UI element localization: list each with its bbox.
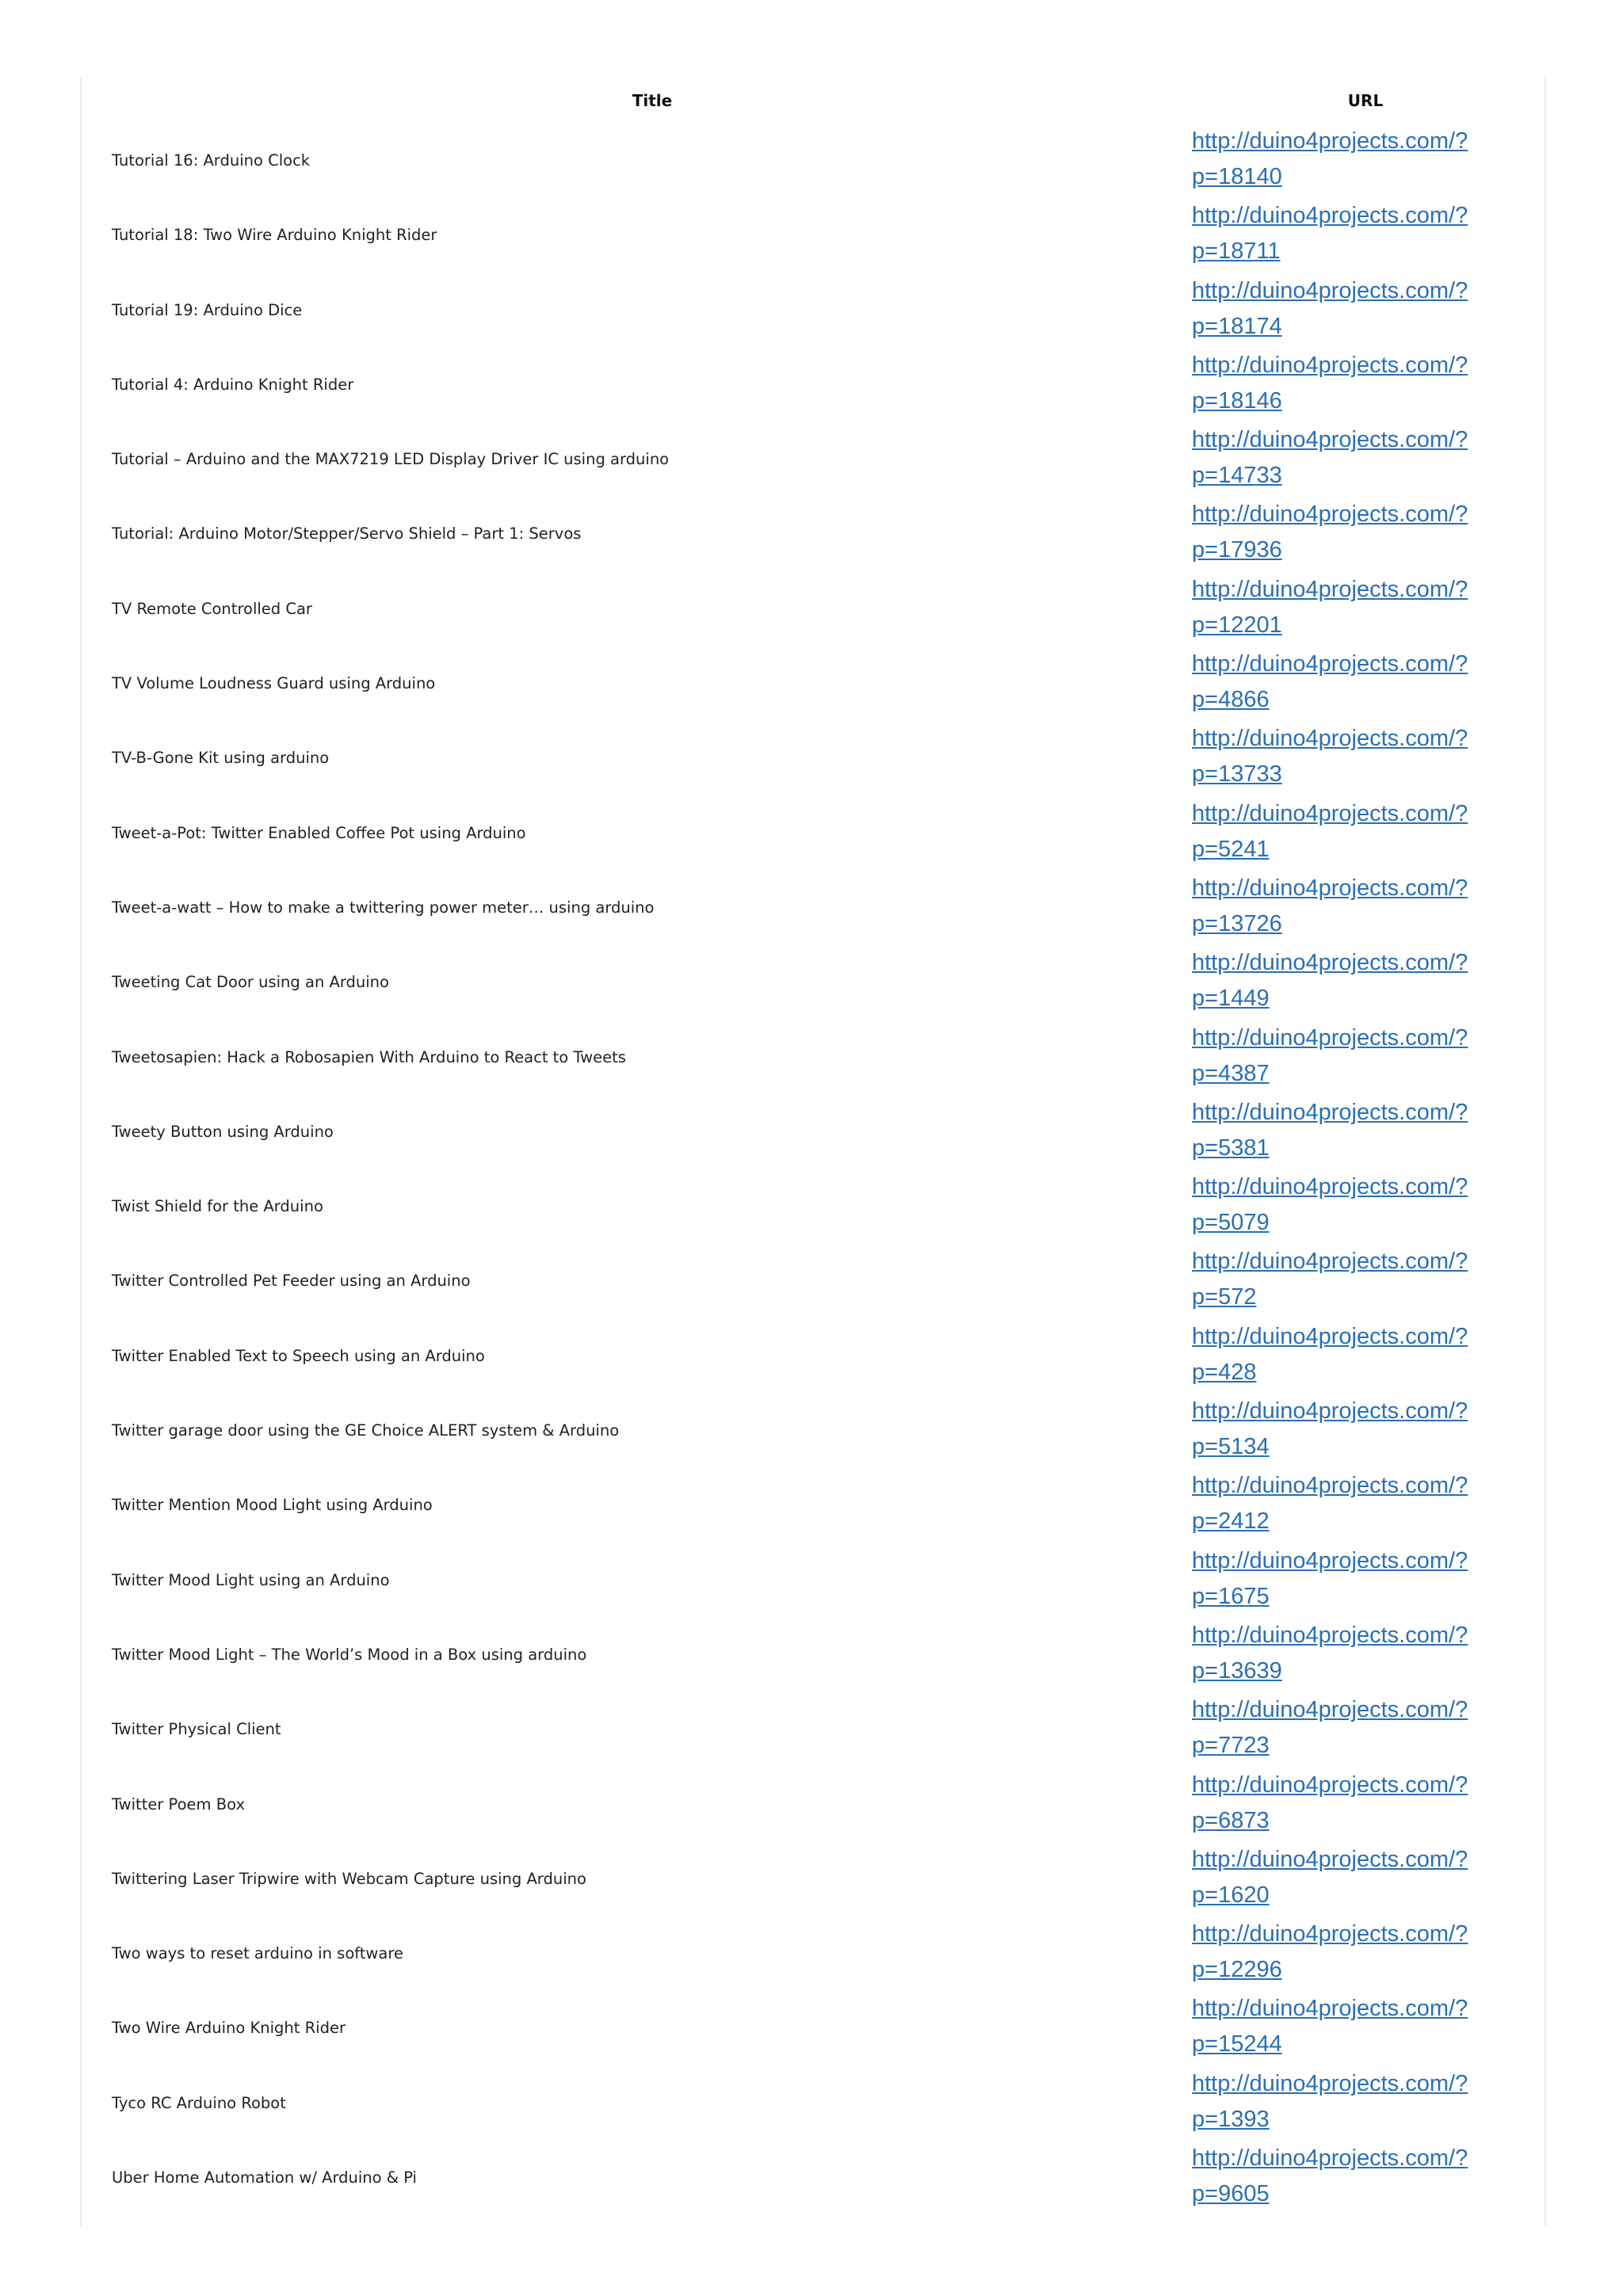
- project-url-link[interactable]: [1192, 1692, 1509, 1767]
- url-line-1: http://duino4projects.com/?: [1192, 1323, 1468, 1349]
- project-title: Tweet-a-Pot: Twitter Enabled Coffee Pot using Arduino: [112, 823, 526, 842]
- project-title: Tweet-a-watt – How to make a twittering power meter… using arduino: [112, 898, 655, 917]
- url-line-2: p=13726: [1192, 910, 1282, 936]
- project-title: Twitter Mood Light using an Arduino: [112, 1570, 390, 1589]
- url-line-2: p=1449: [1192, 986, 1270, 1012]
- column-header-title: Title: [632, 91, 673, 110]
- url-line-2: p=1393: [1192, 2106, 1270, 2132]
- url-line-2: p=4866: [1192, 687, 1270, 713]
- table-row: [82, 2141, 1545, 2215]
- url-line-2: p=6873: [1192, 1807, 1270, 1833]
- project-url-link[interactable]: [1192, 1319, 1509, 1394]
- project-url-link[interactable]: [1192, 572, 1509, 646]
- table-row: [82, 796, 1545, 871]
- url-line-1: http://duino4projects.com/?: [1192, 1398, 1468, 1425]
- table-row: [82, 1543, 1545, 1618]
- url-line-2: p=9605: [1192, 2181, 1270, 2207]
- project-title: Two ways to reset arduino in software: [112, 1944, 403, 1963]
- url-line-1: http://duino4projects.com/?: [1192, 128, 1468, 154]
- url-line-1: http://duino4projects.com/?: [1192, 2145, 1468, 2172]
- url-line-1: http://duino4projects.com/?: [1192, 1996, 1468, 2022]
- projects-table: [82, 78, 1545, 2215]
- project-url-link[interactable]: [1192, 871, 1509, 945]
- table-row: [82, 1394, 1545, 1468]
- table-row: [82, 124, 1545, 198]
- project-url-link[interactable]: [1192, 796, 1509, 871]
- table-row: [82, 1020, 1545, 1095]
- project-url-link[interactable]: [1192, 124, 1509, 198]
- url-line-1: http://duino4projects.com/?: [1192, 576, 1468, 602]
- url-line-2: p=1675: [1192, 1583, 1270, 1609]
- project-url-link[interactable]: [1192, 2141, 1509, 2215]
- table-row: [82, 2066, 1545, 2141]
- url-line-2: p=2412: [1192, 1508, 1270, 1535]
- url-line-1: http://duino4projects.com/?: [1192, 875, 1468, 901]
- project-url-link[interactable]: [1192, 1618, 1509, 1692]
- project-title: Tweety Button using Arduino: [112, 1122, 334, 1141]
- url-line-2: p=14733: [1192, 463, 1282, 489]
- url-line-2: p=1620: [1192, 1882, 1270, 1908]
- url-line-1: http://duino4projects.com/?: [1192, 1249, 1468, 1275]
- project-title: Tutorial 4: Arduino Knight Rider: [112, 375, 354, 394]
- table-row: [82, 1917, 1545, 1991]
- project-url-link[interactable]: [1192, 1169, 1509, 1244]
- column-header-url: URL: [1347, 91, 1384, 110]
- project-title: Uber Home Automation w/ Arduino & Pi: [112, 2168, 417, 2187]
- project-url-link[interactable]: [1192, 1543, 1509, 1618]
- project-url-link[interactable]: [1192, 348, 1509, 422]
- table-row: [82, 1468, 1545, 1543]
- project-title: Tutorial 19: Arduino Dice: [112, 300, 303, 319]
- url-line-1: http://duino4projects.com/?: [1192, 2070, 1468, 2096]
- project-title: Twitter Enabled Text to Speech using an Arduino: [112, 1346, 485, 1365]
- url-line-1: http://duino4projects.com/?: [1192, 203, 1468, 229]
- project-title: Twittering Laser Tripwire with Webcam Capture using Arduino: [112, 1869, 586, 1888]
- url-line-2: p=18146: [1192, 387, 1282, 414]
- url-line-1: http://duino4projects.com/?: [1192, 502, 1468, 528]
- url-line-2: p=7723: [1192, 1733, 1270, 1759]
- url-line-1: http://duino4projects.com/?: [1192, 1921, 1468, 1947]
- project-url-link[interactable]: [1192, 1768, 1509, 1842]
- url-line-2: p=13639: [1192, 1657, 1282, 1684]
- url-line-1: http://duino4projects.com/?: [1192, 1547, 1468, 1573]
- url-line-2: p=18140: [1192, 164, 1282, 189]
- project-title: TV Remote Controlled Car: [112, 599, 312, 618]
- project-url-link[interactable]: [1192, 646, 1509, 721]
- url-line-2: p=13733: [1192, 761, 1282, 788]
- url-line-1: http://duino4projects.com/?: [1192, 352, 1468, 378]
- project-url-link[interactable]: [1192, 1244, 1509, 1318]
- project-title: Tweeting Cat Door using an Arduino: [112, 973, 389, 992]
- table-row: [82, 1319, 1545, 1394]
- table-row: [82, 1618, 1545, 1692]
- project-title: Twitter Mood Light – The World’s Mood in a Box using arduino: [112, 1645, 587, 1664]
- url-line-2: p=18174: [1192, 313, 1282, 339]
- table-row: [82, 945, 1545, 1020]
- url-line-1: http://duino4projects.com/?: [1192, 1174, 1468, 1200]
- project-url-link[interactable]: [1192, 273, 1509, 348]
- table-row: [82, 497, 1545, 571]
- project-url-link[interactable]: [1192, 945, 1509, 1020]
- url-line-2: p=572: [1192, 1284, 1257, 1310]
- url-line-1: http://duino4projects.com/?: [1192, 277, 1468, 303]
- table-row: [82, 1991, 1545, 2065]
- table-row: [82, 1169, 1545, 1244]
- url-line-2: p=428: [1192, 1359, 1257, 1385]
- url-line-1: http://duino4projects.com/?: [1192, 800, 1468, 826]
- url-line-1: http://duino4projects.com/?: [1192, 1772, 1468, 1798]
- table-row: [82, 1244, 1545, 1318]
- project-title: Twitter Mention Mood Light using Arduino: [112, 1496, 433, 1515]
- project-title: Tyco RC Arduino Robot: [112, 2093, 286, 2112]
- project-url-link[interactable]: [1192, 1468, 1509, 1543]
- table-row: [82, 646, 1545, 721]
- project-url-link[interactable]: [1192, 422, 1509, 497]
- url-line-1: http://duino4projects.com/?: [1192, 1622, 1468, 1648]
- project-title: Twitter Poem Box: [112, 1794, 245, 1814]
- url-line-2: p=5381: [1192, 1135, 1270, 1161]
- project-title: Tutorial – Arduino and the MAX7219 LED Display Driver IC using arduino: [112, 450, 670, 469]
- url-line-1: http://duino4projects.com/?: [1192, 1697, 1468, 1723]
- project-title: Two Wire Arduino Knight Rider: [112, 2019, 346, 2038]
- table-row: [82, 348, 1545, 422]
- project-url-link[interactable]: [1192, 1020, 1509, 1095]
- table-row: [82, 422, 1545, 497]
- table-row: [82, 721, 1545, 795]
- table-row: [82, 572, 1545, 646]
- url-line-1: http://duino4projects.com/?: [1192, 726, 1468, 752]
- table-row: [82, 198, 1545, 273]
- url-line-1: http://duino4projects.com/?: [1192, 950, 1468, 976]
- table-header: [82, 78, 1545, 124]
- table-body: [82, 124, 1545, 2215]
- project-title: Twitter garage door using the GE Choice ALERT system & Arduino: [112, 1421, 620, 1440]
- project-title: Tutorial 18: Two Wire Arduino Knight Rider: [112, 226, 437, 245]
- url-line-1: http://duino4projects.com/?: [1192, 1024, 1468, 1051]
- url-line-2: p=4387: [1192, 1060, 1270, 1086]
- project-title: Tweetosapien: Hack a Robosapien With Arduino to React to Tweets: [112, 1047, 626, 1066]
- project-url-link[interactable]: [1192, 721, 1509, 795]
- url-line-1: http://duino4projects.com/?: [1192, 1846, 1468, 1872]
- url-line-2: p=5241: [1192, 836, 1270, 862]
- project-title: Twitter Physical Client: [112, 1720, 281, 1739]
- table-row: [82, 1768, 1545, 1842]
- project-title: TV Volume Loudness Guard using Arduino: [112, 674, 436, 693]
- url-line-2: p=17936: [1192, 537, 1282, 563]
- project-url-link[interactable]: [1192, 1095, 1509, 1169]
- project-url-link[interactable]: [1192, 2066, 1509, 2141]
- project-url-link[interactable]: [1192, 1842, 1509, 1917]
- project-title: TV-B-Gone Kit using arduino: [112, 749, 330, 768]
- project-url-link[interactable]: [1192, 1917, 1509, 1991]
- project-url-link[interactable]: [1192, 1991, 1509, 2065]
- table-row: [82, 273, 1545, 348]
- url-line-1: http://duino4projects.com/?: [1192, 1099, 1468, 1125]
- table-row: [82, 1095, 1545, 1169]
- table-row: [82, 871, 1545, 945]
- url-line-1: http://duino4projects.com/?: [1192, 651, 1468, 677]
- project-title: Twist Shield for the Arduino: [112, 1197, 323, 1216]
- project-title: Tutorial 16: Arduino Clock: [112, 151, 311, 170]
- url-line-2: p=12296: [1192, 1957, 1282, 1983]
- project-url-link[interactable]: [1192, 1394, 1509, 1468]
- project-url-link[interactable]: [1192, 497, 1509, 571]
- url-line-1: http://duino4projects.com/?: [1192, 427, 1468, 453]
- project-url-link[interactable]: [1192, 198, 1509, 273]
- url-line-2: p=15244: [1192, 2031, 1282, 2058]
- url-line-2: p=12201: [1192, 612, 1282, 638]
- url-line-2: p=5079: [1192, 1210, 1270, 1236]
- url-line-1: http://duino4projects.com/?: [1192, 1473, 1468, 1499]
- project-title: Twitter Controlled Pet Feeder using an Arduino: [112, 1272, 471, 1291]
- url-line-2: p=5134: [1192, 1434, 1270, 1460]
- table-row: [82, 1692, 1545, 1767]
- project-title: Tutorial: Arduino Motor/Stepper/Servo Shield – Part 1: Servos: [112, 524, 582, 543]
- table-row: [82, 1842, 1545, 1917]
- url-line-2: p=18711: [1192, 238, 1281, 265]
